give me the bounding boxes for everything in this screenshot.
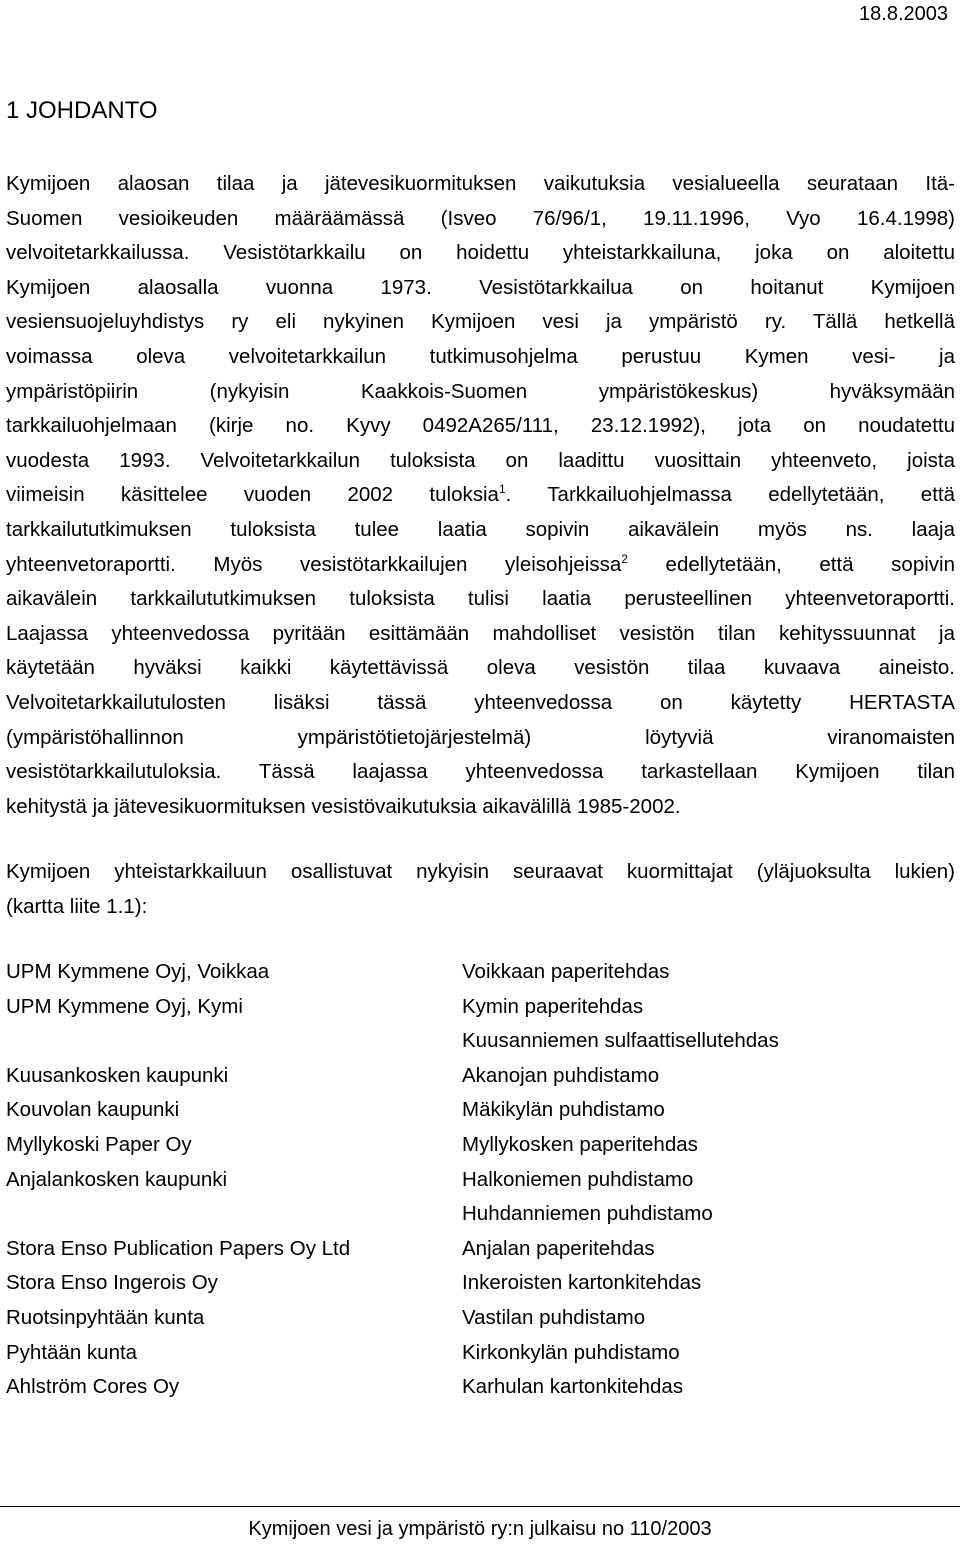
discharger-item: Ruotsinpyhtään kunta (6, 1305, 205, 1329)
discharger-item: Stora Enso Ingerois Oy (6, 1271, 218, 1295)
participants-paragraph (6, 855, 955, 924)
facility-item: Huhdanniemen puhdistamo (462, 1202, 713, 1226)
discharger-item: UPM Kymmene Oyj, Voikkaa (6, 960, 270, 983)
paragraph-line: Suomen vesioikeuden määräämässä (Isveo 76/96/1, 19.11.1996, Vyo 16.4.1998) (6, 206, 955, 230)
list-spacer (6, 1197, 350, 1232)
page-footer (0, 1517, 960, 1541)
list-spacer (6, 1024, 350, 1059)
discharger-item: Kuusankosken kaupunki (6, 1063, 229, 1087)
paragraph-line: Kymijoen yhteistarkkailuun osallistuvat nykyisin seuraavat kuormittajat (yläjuoksulta lukien) (6, 860, 955, 883)
paragraph-line: Velvoitetarkkailutulosten lisäksi tässä yhteenvedossa on käytetty HERTASTA (6, 690, 955, 714)
discharger-item: Anjalankosken kaupunki (6, 1167, 228, 1191)
paragraph-line: vesiensuojeluyhdistys ry eli nykyinen Kymijoen vesi ja ympäristö ry. Tällä hetkellä (6, 310, 955, 334)
facility-item: Vastilan puhdistamo (462, 1305, 646, 1329)
paragraph-line: Kymijoen alaosan tilaa ja jätevesikuormituksen vaikutuksia vesialueella seurataan Itä- (6, 172, 955, 195)
discharger-list (6, 955, 350, 1405)
document-date: 18.8.2003 (859, 3, 948, 25)
facility-item: Voikkaan paperitehdas (462, 960, 670, 983)
paragraph-line: Kymijoen alaosalla vuonna 1973. Vesistötarkkailua on hoitanut Kymijoen (6, 275, 955, 299)
discharger-item: UPM Kymmene Oyj, Kymi (6, 994, 243, 1018)
facility-item: Akanojan puhdistamo (462, 1063, 660, 1087)
discharger-item: Myllykoski Paper Oy (6, 1132, 192, 1156)
paragraph-line: voimassa oleva velvoitetarkkailun tutkimusohjelma perustuu Kymen vesi- ja (6, 344, 955, 368)
paragraph-line: velvoitetarkkailussa. Vesistötarkkailu on hoidettu yhteistarkkailuna, joka on aloitettu (6, 241, 955, 265)
paragraph-line (6, 478, 955, 513)
line-text: edellytetään, että sopivin (627, 552, 955, 576)
paragraph-line: aikavälein tarkkailututkimuksen tuloksista tulisi laatia perusteellinen yhteenvetoraportti. (6, 587, 955, 611)
facility-item: Myllykosken paperitehdas (462, 1132, 698, 1156)
facility-item: Mäkikylän puhdistamo (462, 1098, 665, 1122)
paragraph-line: (ympäristöhallinnon ympäristötietojärjestelmä) löytyviä viranomaisten (6, 725, 955, 749)
discharger-item: Stora Enso Publication Papers Oy Ltd (6, 1236, 351, 1260)
paragraph-line: tarkkailuohjelmaan (kirje no. Kyvy 0492A265/111, 23.12.1992), jota on noudatettu (6, 414, 955, 438)
paragraph-line: ympäristöpiirin (nykyisin Kaakkois-Suomen ympäristökeskus) hyväksymään (6, 379, 955, 403)
paragraph-line (6, 548, 955, 583)
line-text: yhteenvetoraportti. Myös vesistötarkkailujen yleisohjeissa (6, 552, 622, 576)
footnote-ref-2: 2 (621, 551, 628, 566)
facility-list (462, 955, 779, 1405)
footnote-ref-1: 1 (498, 482, 506, 497)
discharger-item: Pyhtään kunta (6, 1340, 138, 1364)
intro-paragraph (6, 167, 955, 824)
facility-item: Kirkonkylän puhdistamo (462, 1340, 680, 1364)
section-heading: 1 JOHDANTO (6, 97, 158, 124)
paragraph-line: vuodesta 1993. Velvoitetarkkailun tuloksista on laadittu vuosittain yhteenveto, joista (6, 448, 955, 472)
paragraph-line: (kartta liite 1.1): (6, 894, 148, 918)
facility-item: Anjalan paperitehdas (462, 1236, 655, 1260)
facility-item: Kuusanniemen sulfaattisellutehdas (462, 1029, 779, 1053)
paragraph-line: vesistötarkkailutuloksia. Tässä laajassa yhteenvedossa tarkastellaan Kymijoen tilan (6, 760, 955, 784)
discharger-item: Kouvolan kaupunki (6, 1098, 180, 1122)
paragraph-line: kehitystä ja jätevesikuormituksen vesistövaikutuksia aikavälillä 1985-2002. (6, 794, 681, 818)
footer-text: Kymijoen vesi ja ympäristö ry:n julkaisu no 110/2003 (248, 1518, 712, 1540)
line-text: . Tarkkailuohjelmassa edellytetään, että (505, 483, 955, 507)
discharger-item: Ahlström Cores Oy (6, 1375, 180, 1399)
facility-item: Halkoniemen puhdistamo (462, 1167, 694, 1191)
facility-item: Karhulan kartonkitehdas (462, 1375, 684, 1399)
paragraph-line: tarkkailututkimuksen tuloksista tulee laatia sopivin aikavälein myös ns. laaja (6, 517, 955, 541)
line-text: viimeisin käsittelee vuoden 2002 tuloksia (6, 483, 499, 507)
paragraph-line: Laajassa yhteenvedossa pyritään esittämään mahdolliset vesistön tilan kehityssuunnat ja (6, 621, 955, 645)
footer-divider (0, 1506, 960, 1507)
facility-item: Kymin paperitehdas (462, 994, 644, 1018)
facility-item: Inkeroisten kartonkitehdas (462, 1271, 702, 1295)
paragraph-line: käytetään hyväksi kaikki käytettävissä oleva vesistön tilaa kuvaava aineisto. (6, 656, 955, 680)
